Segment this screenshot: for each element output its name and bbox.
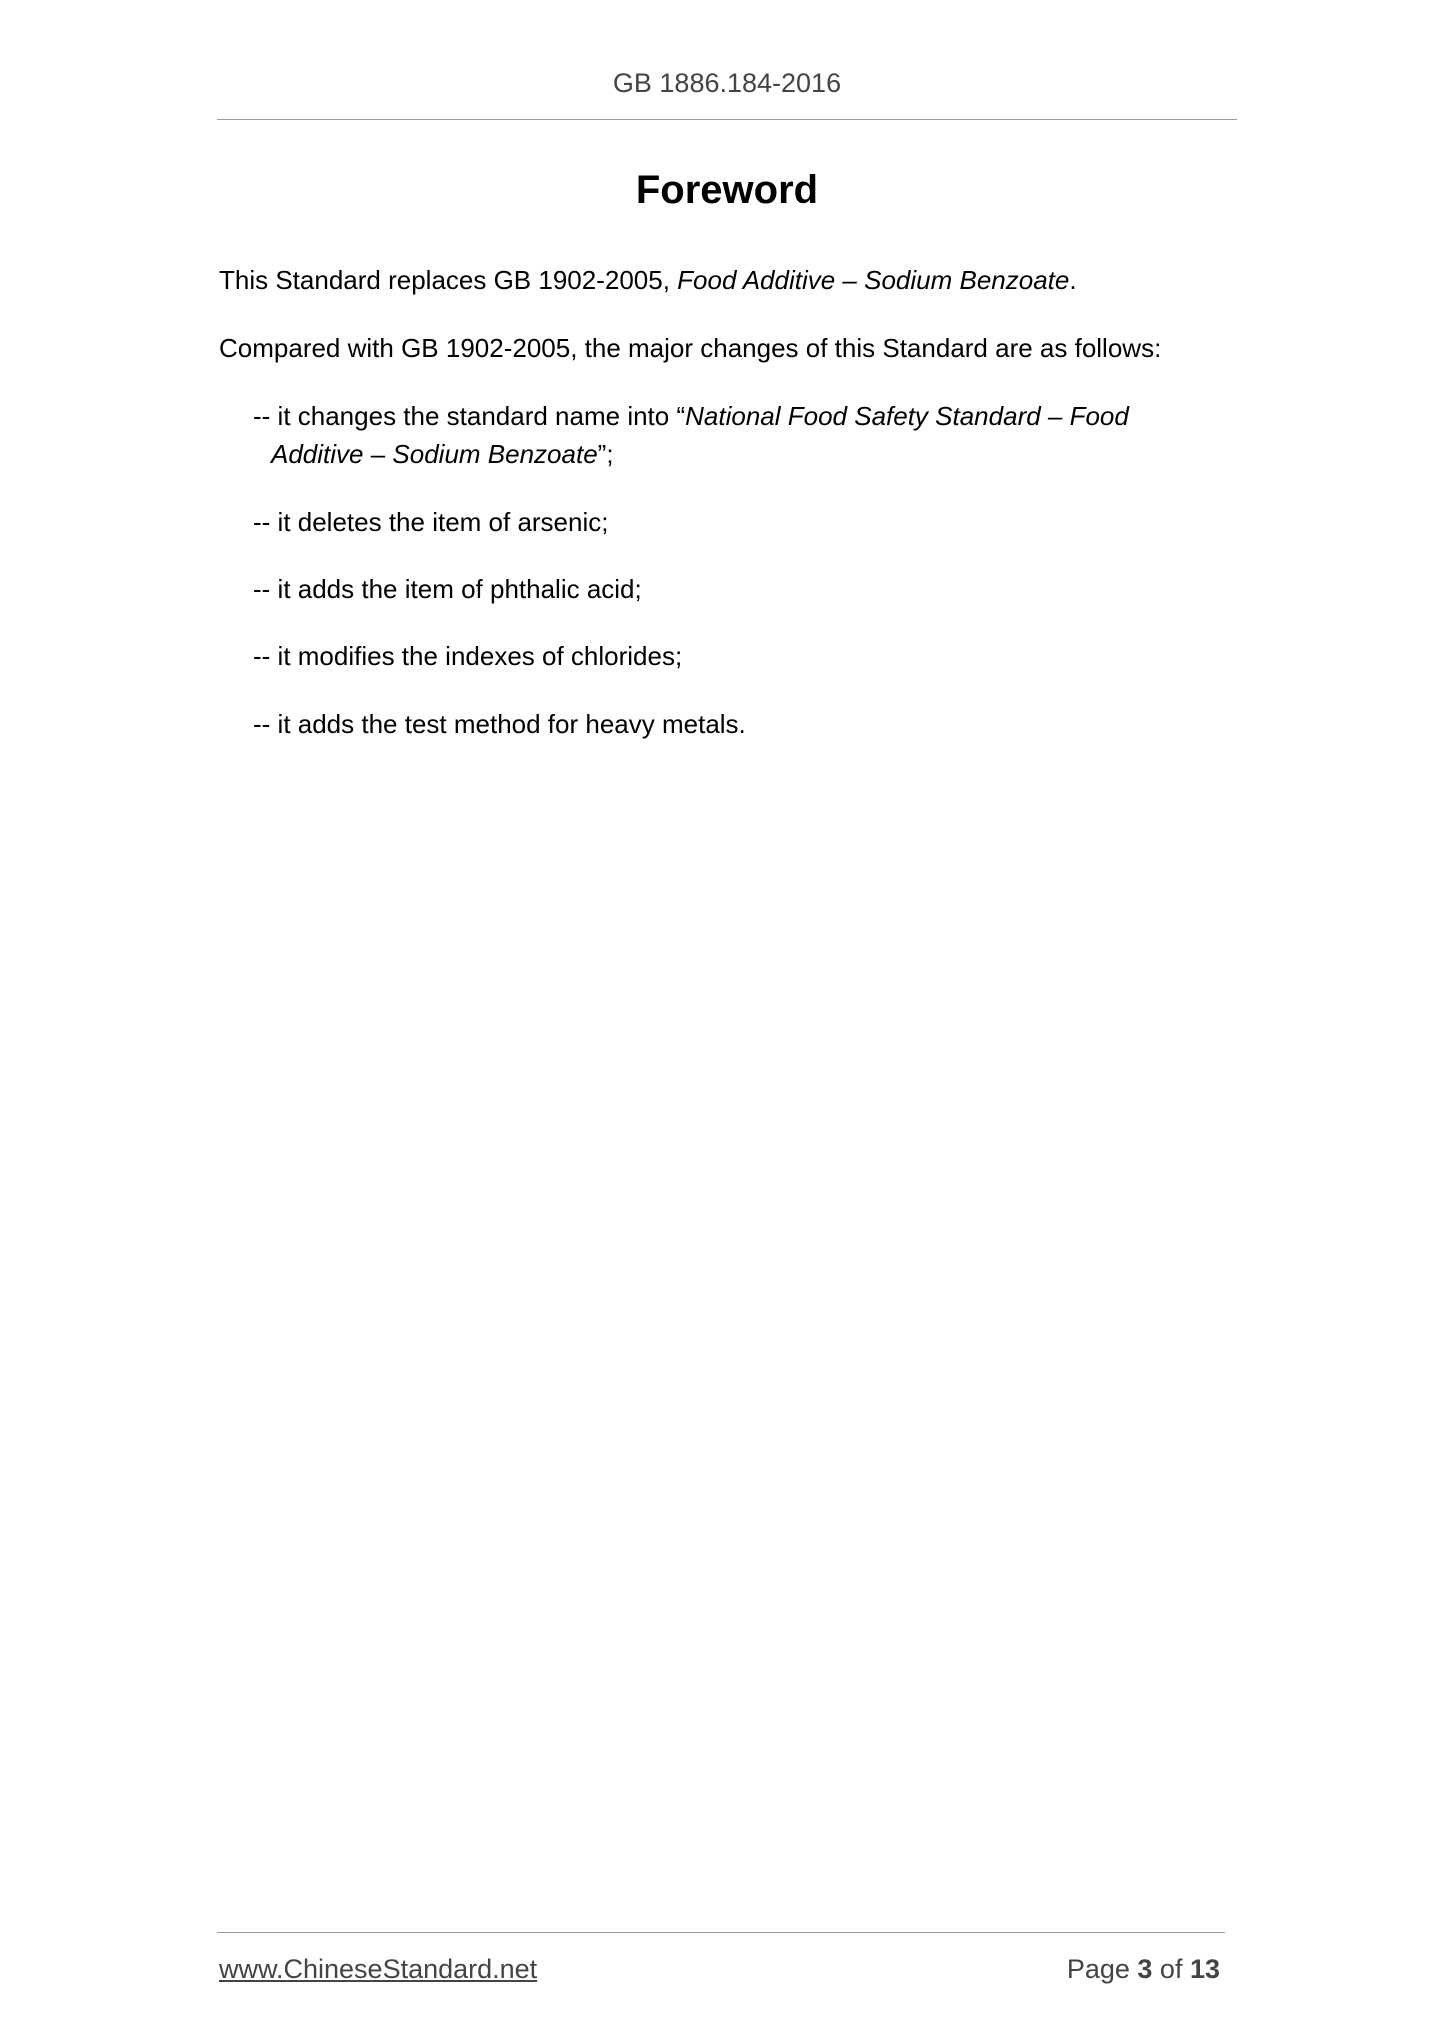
change-item-arsenic: -- it deletes the item of arsenic; <box>253 507 609 537</box>
new-standard-name-line1: National Food Safety Standard – Food <box>685 401 1129 431</box>
change-item-name-end: ”; <box>597 439 614 469</box>
change-item-heavy-metals: -- it adds the test method for heavy metals. <box>253 709 746 739</box>
change-item-name-text: -- it changes the standard name into “ <box>253 401 686 431</box>
change-item-name <box>253 397 1231 473</box>
changes-intro-paragraph: Compared with GB 1902-2005, the major changes of this Standard are as follows: <box>219 333 1162 363</box>
intro-paragraph <box>219 261 1235 299</box>
change-item-chlorides: -- it modifies the indexes of chlorides; <box>253 641 683 671</box>
page-title: Foreword <box>635 168 819 212</box>
page-current: 3 <box>1137 1954 1153 1984</box>
new-standard-name-line2: Additive – Sodium Benzoate <box>271 439 598 469</box>
page-total: 13 <box>1189 1954 1220 1984</box>
replaced-standard-title: Food Additive – Sodium Benzoate <box>677 265 1070 295</box>
header-standard-code: GB 1886.184-2016 <box>612 68 842 98</box>
header-divider <box>217 119 1237 120</box>
footer-page-number <box>1067 1954 1220 1985</box>
page-middle: of <box>1152 1954 1190 1984</box>
footer-divider <box>217 1932 1225 1933</box>
page-prefix: Page <box>1066 1954 1138 1984</box>
intro-text: This Standard replaces GB 1902-2005, <box>219 265 678 295</box>
footer-website-link[interactable]: www.ChineseStandard.net <box>219 1954 538 1984</box>
change-item-phthalic-acid: -- it adds the item of phthalic acid; <box>253 574 642 604</box>
intro-period: . <box>1069 265 1077 295</box>
